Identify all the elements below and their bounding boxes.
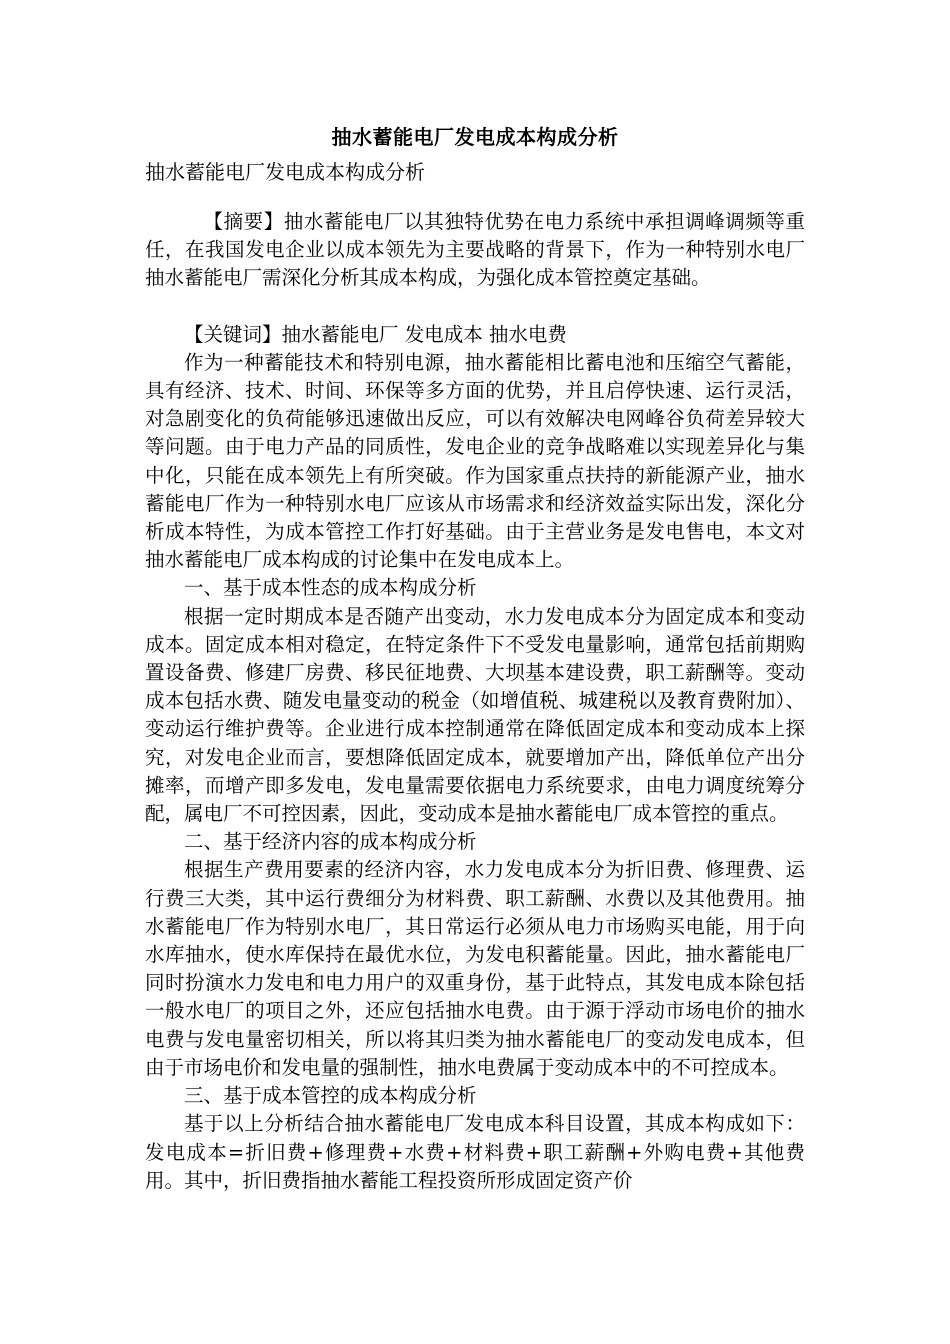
intro-paragraph: 作为一种蓄能技术和特别电源，抽水蓄能相比蓄电池和压缩空气蓄能，具有经济、技术、时间、环保等多方面的优势，并且启停快速、运行灵活，对急剧变化的负荷能够迅速做出反应，可以有效解决电网峰谷负荷差异较大等问题。由于电力产品的同质性，发电企业的竞争战略难以实现差异化与集中化，只能在成本领先上有所突破。作为国家重点扶持的新能源产业，抽水蓄能电厂作为一种特别水电厂应该从市场需求和经济效益实际出发，深化分析成本特性，为成本管控工作打好基础。由于主营业务是发电售电，本文对抽水蓄能电厂成本构成的讨论集中在发电成本上。 — [145, 350, 805, 572]
document-subtitle: 抽水蓄能电厂发电成本构成分析 — [145, 160, 425, 184]
section-heading-1: 一、基于成本性态的成本构成分析 — [184, 576, 477, 600]
section-body-3: 基于以上分析结合抽水蓄能电厂发电成本科目设置，其成本构成如下：发电成本=折旧费+修理费+水费+材料费+职工薪酬+外购电费+其他费用。其中，折旧费指抽水蓄能工程投资所形成固定资产价 — [145, 1112, 805, 1192]
section-heading-3: 三、基于成本管控的成本构成分析 — [184, 1084, 477, 1108]
section-body-2: 根据生产费用要素的经济内容，水力发电成本分为折旧费、修理费、运行费三大类，其中运行费细分为材料费、职工薪酬、水费以及其他费用。抽水蓄能电厂作为特别水电厂，其日常运行必须从电力市场购买电能，用于向水库抽水，使水库保持在最优水位，为发电积蓄能量。因此，抽水蓄能电厂同时扮演水力发电和电力用户的双重身份，基于此特点，其发电成本除包括一般水电厂的项目之外，还应包括抽水电费。由于源于浮动市场电价的抽水电费与发电量密切相关，所以将其归类为抽水蓄能电厂的变动发电成本，但由于市场电价和发电量的强制性，抽水电费属于变动成本中的不可控成本。 — [145, 858, 805, 1079]
section-heading-2: 二、基于经济内容的成本构成分析 — [184, 830, 477, 854]
section-body-1: 根据一定时期成本是否随产出变动，水力发电成本分为固定成本和变动成本。固定成本相对稳定，在特定条件下不受发电量影响，通常包括前期购置设备费、修建厂房费、移民征地费、大坝基本建设费，职工薪酬等。变动成本包括水费、随发电量变动的税金（如增值税、城建税以及教育费附加）、变动运行维护费等。企业进行成本控制通常在降低固定成本和变动成本上探究，对发电企业而言，要想降低固定成本，就要增加产出，降低单位产出分摊率，而增产即多发电，发电量需要依据电力系统要求，由电力调度统筹分配，属电厂不可控因素，因此，变动成本是抽水蓄能电厂成本管控的重点。 — [145, 604, 805, 826]
abstract-paragraph: 【摘要】抽水蓄能电厂以其独特优势在电力系统中承担调峰调频等重任，在我国发电企业以成本领先为主要战略的背景下，作为一种特别水电厂抽水蓄能电厂需深化分析其成本构成，为强化成本管控奠定基础。 — [145, 210, 805, 290]
keywords-line: 【关键词】抽水蓄能电厂 发电成本 抽水电费 — [184, 322, 567, 346]
document-title: 抽水蓄能电厂发电成本构成分析 — [331, 125, 619, 149]
document-page — [145, 116, 805, 1195]
